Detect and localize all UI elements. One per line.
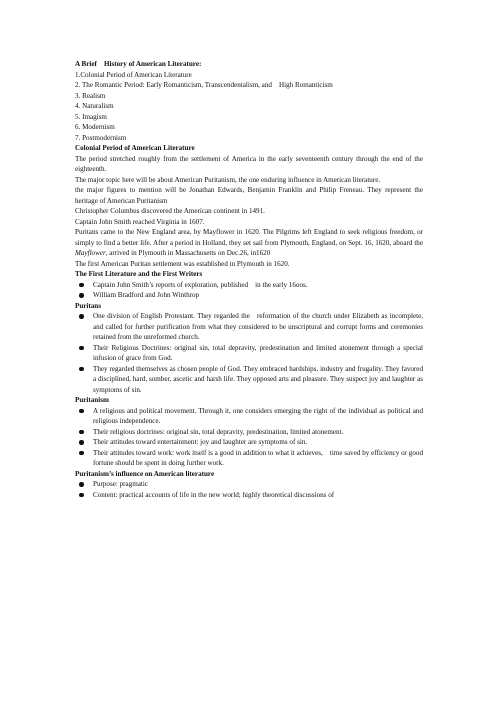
toc-item: 4. Naturalism [75,102,114,110]
list-item-text: Captain John Smith’s reports of exploration, published in the early 16oos. [93,280,308,289]
bullet-icon [79,293,84,298]
list-item [75,311,423,343]
list-item [75,290,423,301]
document-page [75,59,423,500]
paragraph: the major figures to mention will be Jonathan Edwards, Benjamin Franklin and Philip Freneau. They represent the heritage of American Puritanism [75,186,423,205]
section-heading-puritanism: Puritanism [75,396,109,404]
paragraph: The major topic here will be about American Puritanism, the one enduring influence in American literature. [75,175,381,184]
list-item-text: Their religious doctrines: original sin, total depravity, predestination, limited atonement. [93,427,344,436]
section-heading-influence: Puritanism’s influence on American literature [75,469,215,478]
list-item [75,479,423,490]
influence-list [75,479,423,500]
list-item [75,343,423,364]
paragraph: Captain John Smith reached Virginia in 1607. [75,217,205,226]
list-item-text: William Bradford and John Winthrop [93,291,200,299]
list-item-text: Their attitudes toward work: work itself is a good in addition to what it achieves, time saved by efficiency or good fortune should be spent in doing further work. [93,448,423,467]
bullet-icon [79,451,84,456]
paragraph-mayflower [75,227,423,259]
toc-item: 7. Postmodernism [75,133,127,142]
list-item-text: Their attitudes toward entertainment: joy and laughter are symptoms of sin. [93,438,308,446]
paragraph: Christopher Columbus discovered the American continent in 1491. [75,207,265,215]
toc-item: 5. Imagism [75,112,107,121]
toc-item: 6. Modernism [75,123,115,131]
list-item-text: Purpose: pragmatic [93,480,148,488]
list-item [75,364,423,396]
toc-title: A Brief History of American Literature: [75,60,202,68]
puritanism-list [75,406,423,469]
list-item [75,406,423,427]
bullet-icon [79,482,84,487]
list-item-text: Their Religious Doctrines: original sin, total depravity, predestination and limited atonement through a special infusion of grace from God. [93,343,423,362]
paragraph-text: , arrived in Plymouth in Massachusetts on Dec.26, in1620 [105,249,271,257]
list-item [75,427,423,438]
list-item [75,437,423,448]
paragraph: The first American Puritan settlement was established in Plymouth in 1620. [75,259,290,268]
writers-list [75,280,423,301]
section-heading-first-writers: The First Literature and the First Writers [75,270,203,278]
section-heading-puritans: Puritans [75,301,102,310]
list-item-text: A religious and political movement. Through it, one considers emerging the right of the individual as political and religious independence. [93,406,423,425]
puritans-list [75,311,423,395]
bullet-icon [79,314,84,319]
toc-item: 1.Colonial Period of American Literature [75,70,192,79]
bullet-icon [79,409,84,414]
bullet-icon [79,283,84,288]
list-item-text: Content: practical accounts of life in the new world; highly theoretical discussions of [93,490,335,499]
bullet-icon [79,440,84,445]
list-item-text: They regarded themselves as chosen people of God. They embraced hardships, industry and frugality. They favored a disciplined, hard, somber, ascetic and harsh life. They opposed arts and pleasure. They suspect joy and laughter as symptoms of sin. [93,364,423,394]
toc-item: 3. Realism [75,91,106,100]
bullet-icon [79,493,84,498]
list-item-text: One division of English Protestant. They regarded the reformation of the church under Elizabeth as incomplete, and called for further purification from what they considered to be unscriptural and corrupt forms and ceremonies retained from the unreformed church. [93,312,423,341]
toc-item: 2. The Romantic Period: Early Romanticism, Transcendentalism, and High Romanticism [75,81,333,89]
paragraph: The period stretched roughly from the settlement of America in the early seventeenth century through the end of the eighteenth. [75,154,423,173]
ship-name: Mayflower [75,249,106,257]
section-heading-colonial: Colonial Period of American Literature [75,144,195,152]
list-item [75,490,423,501]
paragraph-text: Puritans came to the New England area, by Mayflower in 1620. The Pilgrims left England to seek religious freedom, or simply to find a better life. After a period in Holland, they set sail from Plymouth, England, on Sept. 16, 1620, aboard the [75,228,423,247]
toc-list [75,70,423,144]
list-item [75,448,423,469]
list-item [75,280,423,291]
bullet-icon [79,367,84,372]
bullet-icon [79,346,84,351]
bullet-icon [79,430,84,435]
